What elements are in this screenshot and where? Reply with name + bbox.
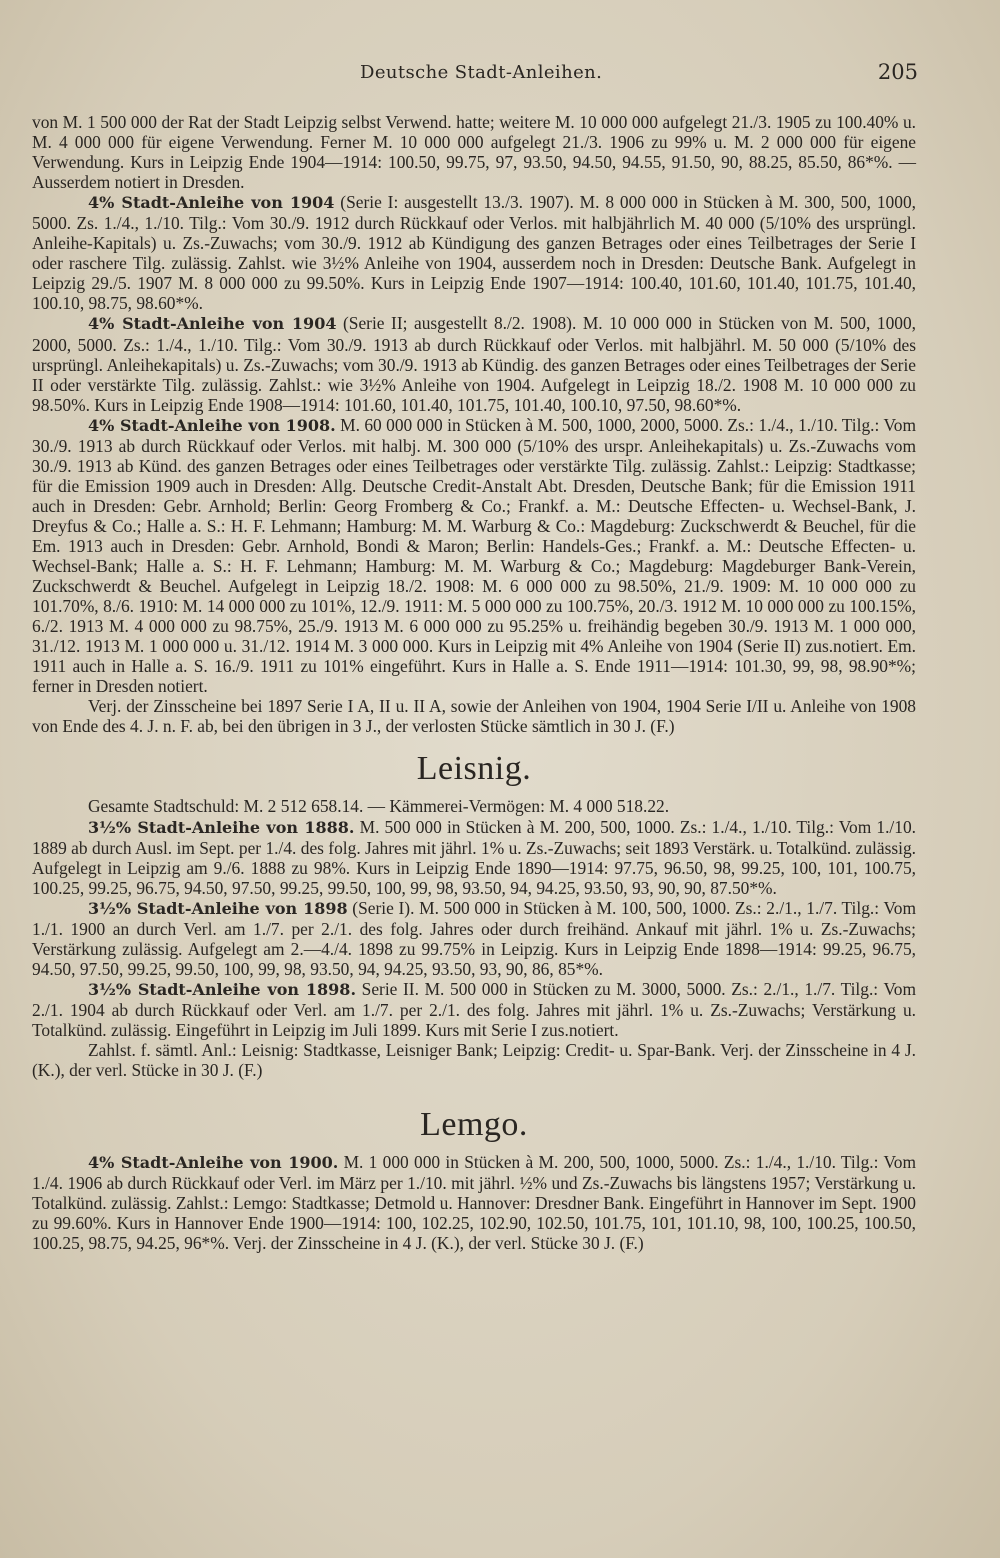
- loan-details: M. 1 000 000 in Stücken à M. 200, 500, 1000, 5000. Zs.: 1./4., 1./10. Tilg.: Vom 1./4. 1906 ab durch Rückkauf oder Verl. im März per 1./10. mit jährl. ½% und Zs.-Zuwachs bis längstens 1957; Verstärkung u. Totalkünd. zulässig. Zahlst.: Lemgo: Stadtkasse; Detmold u. Hannover: Dresdner Bank. Eingeführt in Hannover im Sept. 1900 zu 99.60%. Kurs in Hannover Ende 1900—1914: 100, 102.25, 102.90, 102.50, 101.75, 101, 101.10, 98, 100, 100.25, 100.50, 100.25, 98.75, 94.25, 96*%. Verj. der Zinsscheine in 4 J. (K.), der verl. Stücke 30 J. (F.): [32, 1152, 916, 1254]
- loan-title: 3½% Stadt-Anleihe von 1898: [88, 898, 348, 918]
- body-text: [32, 112, 916, 1253]
- loan-title: 3½% Stadt-Anleihe von 1898.: [88, 979, 357, 999]
- loan-details: (Serie II; ausgestellt 8./2. 1908). M. 10 000 000 in Stücken von M. 500, 1000, 2000, 5000. Zs.: 1./4., 1./10. Tilg.: Vom 30./9. 1913 ab durch Rückkauf oder Verlos. mit halbjährl. M. 50 000 (5/10% des ursprüngl. Anleihekapitals) u. Zs.-Zuwachs; vom 30./9. 1913 ab Kündig. des ganzen Betrages oder eines Teilbetrages der Serie II oder verstärkte Tilg. zulässig. Zahlst.: wie 3½% Anleihe von 1904. Aufgelegt in Leipzig 18./2. 1908 M. 10 000 000 zu 98.50%. Kurs in Leipzig Ende 1908—1914: 101.60, 101.40, 101.75, 101.40, 100.10, 97.50, 98.60*%.: [32, 313, 917, 415]
- leipzig-loan-1904-serie-2: [32, 313, 916, 414]
- leisnig-debt-summary: Gesamte Stadtschuld: M. 2 512 658.14. — Kämmerei-Vermögen: M. 4 000 518.22.: [88, 796, 670, 817]
- leisnig-paying-agents: Zahlst. f. sämtl. Anl.: Leisnig: Stadtkasse, Leisniger Bank; Leipzig: Credit- u. Spar-Bank. Verj. der Zinsscheine in 4 J. (K.), der verl. Stücke in 30 J. (F.): [32, 1040, 916, 1081]
- loan-title: 4% Stadt-Anleihe von 1904: [88, 314, 337, 334]
- page-number: 205: [877, 60, 918, 84]
- loan-details: (Serie I: ausgestellt 13./3. 1907). M. 8 000 000 in Stücken à M. 300, 500, 1000, 5000. Zs. 1./4., 1./10. Tilg.: Vom 30./9. 1912 durch Rückkauf oder Verlos. mit halbjährlich M. 40 000 (5/10% des ursprüngl. Anleihe-Kapitals) u. Zs.-Zuwachs; vom 30./9. 1912 ab Kündigung des ganzen Betrages oder eines Teilbetrages der Serie I oder raschere Tilg. zulässig. Zahlst. wie 3½% Anleihe von 1904, ausserdem noch in Dresden: Deutsche Bank. Aufgelegt in Leipzig 29./5. 1907 M. 8 000 000 zu 99.50%. Kurs in Leipzig Ende 1907—1914: 100.40, 101.60, 101.40, 101.75, 101.40, 100.10, 98.75, 98.60*%.: [32, 192, 916, 314]
- loan-details: M. 60 000 000 in Stücken à M. 500, 1000, 2000, 5000. Zs.: 1./4., 1./10. Tilg.: Vom 30./9. 1913 ab durch Rückkauf oder Verlos. mit halbj. M. 300 000 (5/10% des urspr. Anleihekapitals) u. Zs.-Zuwachs vom 30./9. 1913 ab Künd. des ganzen Betrages oder eines Teilbetrages oder verstärkte Tilg. zulässig. Zahlst.: Leipzig: Stadtkasse; für die Emission 1909 auch in Dresden: Allg. Deutsche Credit-Anstalt Abt. Dresden, Deutsche Bank; für die Emission 1911 auch in Dresden: Gebr. Arnhold; Berlin: Georg Fromberg & Co.; Frankf. a. M.: Deutsche Effecten- u. Wechsel-Bank, J. Dreyfus & Co.; Halle a. S.: H. F. Lehmann; Hamburg: M. M. Warburg & Co.: Magdeburg: Zuckschwerdt & Beuchel, für die Em. 1913 auch in Dresden: Gebr. Arnhold, Bondi & Maron; Berlin: Handels-Ges.; Frankf. a. M.: Deutsche Effecten- u. Wechsel-Bank; Halle a. S.: H. F. Lehmann; Hamburg: M. M. Warburg & Co.; Magdeburg: Magdeburger Bank-Verein, Zuckschwerdt & Beuchel. Aufgelegt in Leipzig 18./2. 1908: M. 6 000 000 zu 98.50%, 21./9. 1909: M. 10 000 000 zu 101.70%, 8./6. 1910: M. 14 000 000 zu 101%, 12./9. 1911: M. 5 000 000 zu 100.75%, 20./3. 1912 M. 10 000 000 zu 100.15%, 6./2. 1913 M. 4 000 000 zu 98.75%, 25./9. 1913 M. 6 000 000 zu 95.25% u. freihändig begeben 30./9. 1913 M. 1 000 000, 31./12. 1913 M. 1 000 000 u. 31./12. 1914 M. 3 000 000. Kurs in Leipzig mit 4% Anleihe von 1904 (Serie II) zus.notiert. Em. 1911 auch in Halle a. S. 16./9. 1911 zu 101% eingeführt. Kurs in Halle a. S. Ende 1911—1914: 101.30, 99, 98, 98.90*%; ferner in Dresden notiert.: [32, 414, 916, 697]
- loan-title: 4% Stadt-Anleihe von 1904: [88, 193, 335, 213]
- leisnig-loan-1888: [32, 817, 916, 898]
- loan-details: M. 500 000 in Stücken à M. 200, 500, 1000. Zs.: 1./4., 1./10. Tilg.: Vom 1./10. 1889 ab durch Ausl. im Sept. per 1./4. des folg. Jahres mit jährl. 1% u. Zs.-Zuwachs; seit 1893 Verstärk. u. Totalkünd. zulässig. Aufgelegt in Leipzig am 9./6. 1888 zu 98%. Kurs in Leipzig Ende 1890—1914: 97.75, 96.50, 98, 99.25, 100, 101, 100.75, 100.25, 99.25, 96.75, 94.50, 97.50, 99.25, 99.50, 100, 99, 98, 93.50, 94, 94.25, 93.50, 93, 90, 90, 87.50*%.: [32, 816, 916, 898]
- leipzig-continued-paragraph: von M. 1 500 000 der Rat der Stadt Leipzig selbst Verwend. hatte; weitere M. 10 000 000 aufgelegt 21./3. 1905 zu 100.40% u. M. 4 000 000 für eigene Verwendung. Ferner M. 10 000 000 aufgelegt 21./3. 1906 zu 99% u. M. 2 000 000 für eigene Verwendung. Kurs in Leipzig Ende 1904—1914: 100.50, 99.75, 97, 93.50, 94.50, 94.55, 91.50, 90, 88.25, 85.50, 86*%. — Ausserdem notiert in Dresden.: [32, 112, 916, 193]
- lemgo-loan-1900: [32, 1152, 916, 1253]
- leisnig-loan-1898-serie-1: [32, 898, 916, 979]
- city-heading-lemgo: Lemgo.: [420, 1106, 528, 1144]
- loan-details: Serie II. M. 500 000 in Stücken zu M. 3000, 5000. Zs.: 2./1., 1./7. Tilg.: Vom 2./1. 1904 ab durch Rückkauf oder Verl. am 1./7. per 2./1. des folg. Jahres mit jährl. 1% u. Zs.-Zuwachs; Verstärkung u. Totalkünd. zulässig. Eingeführt in Leipzig im Juli 1899. Kurs mit Serie I zus.notiert.: [32, 978, 916, 1040]
- running-title: Deutsche Stadt-Anleihen.: [360, 62, 603, 83]
- leipzig-limitation-note: Verj. der Zinsscheine bei 1897 Serie I A, II u. II A, sowie der Anleihen von 1904, 1904 Serie I/II u. Anleihe von 1908 von Ende des 4. J. n. F. ab, bei den übrigen in 3 J., der verlosten Stücke sämtlich in 30 J. (F.): [32, 696, 916, 737]
- loan-title: 4% Stadt-Anleihe von 1900.: [88, 1153, 339, 1173]
- loan-details: (Serie I). M. 500 000 in Stücken à M. 100, 500, 1000. Zs.: 2./1., 1./7. Tilg.: Vom 1./1. 1900 an durch Verl. am 1./7. per 2./1. des folg. Jahres oder durch freihänd. Ankauf mit jährl. 1% u. Zs.-Zuwachs; Verstärkung zulässig. Aufgelegt am 2.—4./4. 1898 zu 99.75% in Leipzig. Kurs in Leipzig Ende 1898—1914: 99.25, 96.75, 94.50, 97.50, 99.25, 99.50, 100, 99, 98, 93.50, 94, 94.25, 93.50, 93, 90, 86, 85*%.: [32, 897, 916, 979]
- leipzig-loan-1904-serie-1: [32, 192, 916, 313]
- city-heading-leisnig: Leisnig.: [416, 750, 532, 788]
- loan-title: 3½% Stadt-Anleihe von 1888.: [88, 817, 355, 837]
- leisnig-loan-1898-serie-2: [32, 979, 916, 1040]
- loan-title: 4% Stadt-Anleihe von 1908.: [88, 415, 336, 435]
- page-header: [0, 60, 1000, 90]
- leipzig-loan-1908: [32, 415, 916, 697]
